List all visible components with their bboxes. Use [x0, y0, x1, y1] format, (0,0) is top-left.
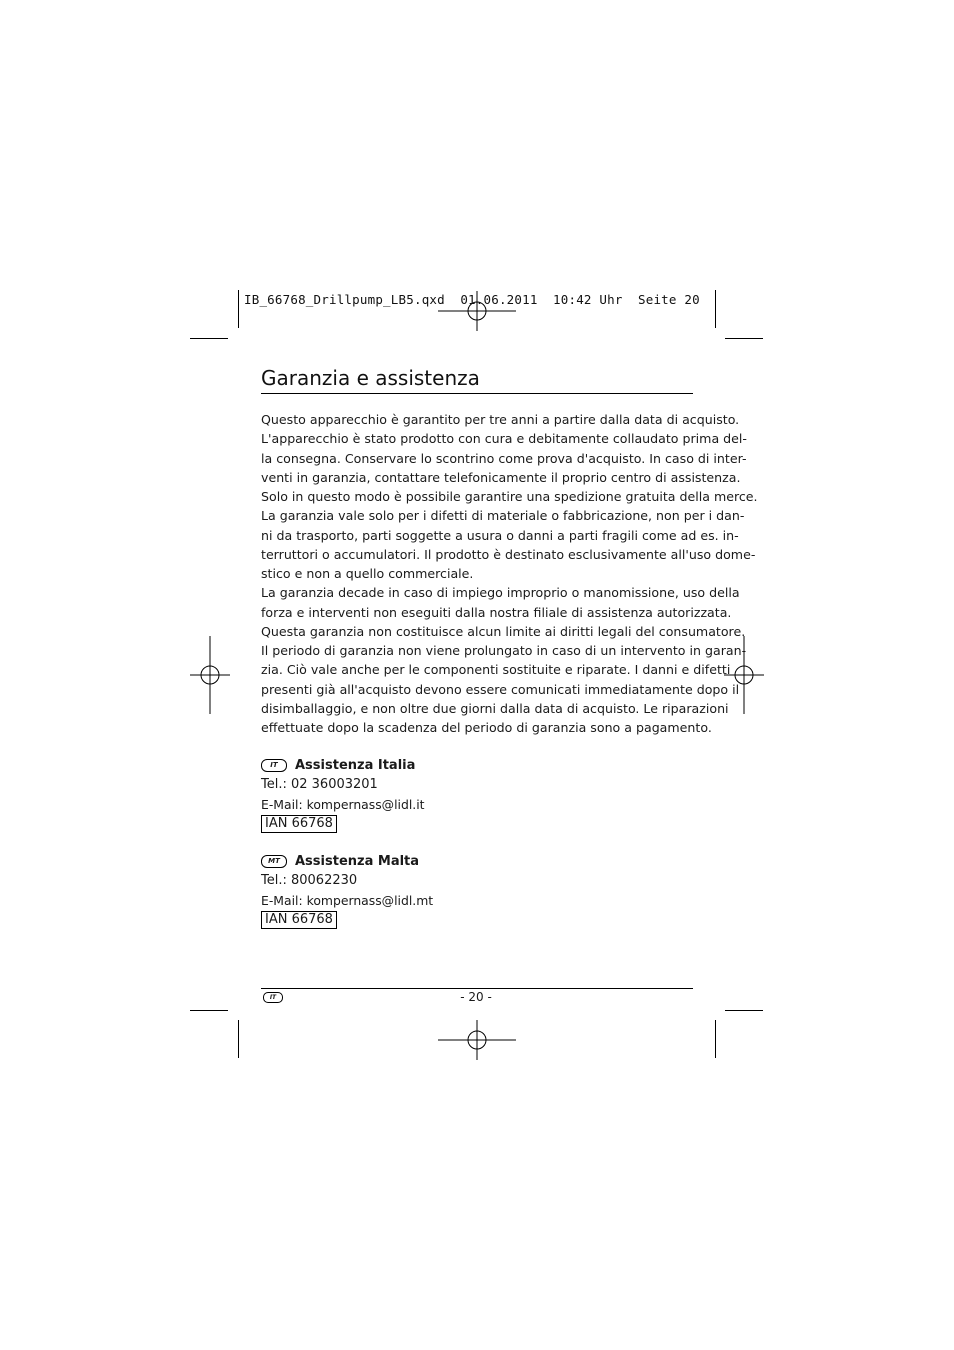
text-line: La garanzia decade in caso di impiego improprio o manomissione, uso della	[261, 585, 740, 601]
italy-flag-icon: IT	[261, 759, 287, 772]
text-line: presenti già all'acquisto devono essere comunicati immediatamente dopo il	[261, 681, 740, 697]
service-email: E-Mail: kompernass@lidl.mt	[261, 892, 434, 908]
text-line: terruttori o accumulatori. Il prodotto è destinato esclusivamente all'uso dome-	[261, 546, 756, 562]
text-line: zia. Ciò vale anche per le componenti sostituite e riparate. I danni e difetti	[261, 662, 731, 678]
page-title: Garanzia e assistenza	[261, 366, 693, 394]
service-email: E-Mail: kompernass@lidl.it	[261, 796, 425, 812]
service-phone: Tel.: 80062230	[261, 873, 358, 889]
text-line: L'apparecchio è stato prodotto con cura e debitamente collaudato prima del-	[261, 431, 747, 447]
text-line: Solo in questo modo è possibile garantire una spedizione gratuita della merce.	[261, 489, 758, 504]
service-phone: Tel.: 02 36003201	[261, 777, 378, 793]
text-line: la consegna. Conservare lo scontrino come prova d'acquisto. In caso di inter-	[261, 450, 747, 466]
text-line: La garanzia vale solo per i difetti di materiale o fabbricazione, non per i dan-	[261, 508, 745, 524]
service-heading: Assistenza Malta	[295, 854, 420, 869]
text-line: venti in garanzia, contattare telefonicamente il proprio centro di assistenza.	[261, 469, 741, 485]
footer-flag-icon: IT	[263, 992, 283, 1003]
service-heading: Assistenza Italia	[295, 758, 416, 773]
text-line: ni da trasporto, parti soggette a usura o danni a parti fragili come ad es. in-	[261, 527, 739, 543]
footer-rule	[261, 988, 693, 989]
registration-mark-bottom-icon	[438, 1020, 516, 1060]
text-line: stico e non a quello commerciale.	[261, 566, 474, 581]
malta-flag-icon: MT	[261, 855, 287, 868]
service-italia	[261, 756, 425, 833]
ian-box: IAN 66768	[261, 815, 337, 833]
warranty-text	[261, 410, 758, 737]
text-line: Il periodo di garanzia non viene prolungato in caso di un intervento in garan-	[261, 643, 747, 658]
registration-mark-left-icon	[190, 636, 230, 714]
text-line: disimballaggio, e non oltre due giorni dalla data di acquisto. Le riparazioni	[261, 700, 729, 716]
text-line: effettuate dopo la scadenza del periodo di garanzia sono a pagamento.	[261, 720, 712, 735]
text-line: Questa garanzia non costituisce alcun limite ai diritti legali del consumatore.	[261, 623, 746, 639]
print-slug: IB_66768_Drillpump_LB5.qxd 01.06.2011 10:42 Uhr Seite 20	[244, 292, 700, 307]
ian-box: IAN 66768	[261, 911, 337, 929]
page-number: - 20 -	[460, 990, 492, 1004]
text-line: forza e interventi non eseguiti dalla nostra filiale di assistenza autorizzata.	[261, 604, 732, 620]
text-line: Questo apparecchio è garantito per tre anni a partire dalla data di acquisto.	[261, 412, 740, 427]
service-malta	[261, 852, 433, 929]
